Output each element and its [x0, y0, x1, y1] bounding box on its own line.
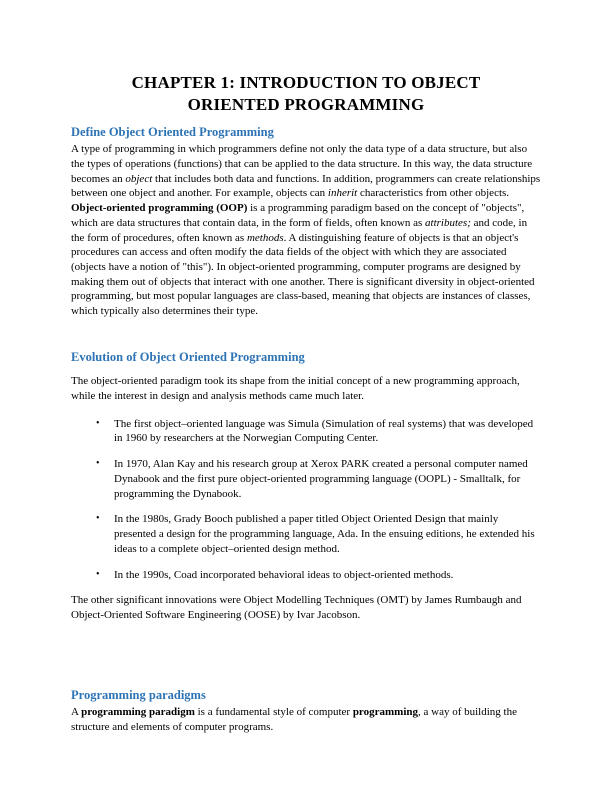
evolution-intro-paragraph: The object-oriented paradigm took its shape from the initial concept of a new programming approach, while the interest in design and analysis methods came much later.	[71, 375, 520, 402]
bullet-icon: •	[96, 513, 100, 525]
evolution-bullet-list	[71, 417, 541, 583]
paradigms-paragraph	[71, 705, 541, 734]
list-item-text: In the 1990s, Coad incorporated behavioral ideas to object-oriented methods.	[114, 568, 454, 581]
text-run-bold: programming	[352, 705, 418, 718]
define-paragraph-2	[71, 201, 541, 319]
list-item	[96, 417, 541, 446]
evolution-outro-paragraph: The other significant innovations were Object Modelling Techniques (OMT) by James Rumbaugh and Object-Oriented Software Engineering (OOSE) by Ivar Jacobson.	[71, 594, 522, 621]
text-run-italic: attributes;	[425, 216, 471, 229]
text-run-italic: object	[125, 172, 153, 185]
text-run: A	[71, 705, 82, 718]
list-item	[96, 568, 541, 583]
section-heading-paradigms: Programming paradigms	[71, 687, 206, 702]
bullet-icon: •	[96, 458, 100, 470]
list-item	[96, 512, 541, 556]
list-item-text: The first object–oriented language was Simula (Simulation of real systems) that was developed in 1960 by researchers at the Norwegian Computing Center.	[114, 417, 534, 445]
text-run-bold: programming paradigm	[81, 705, 195, 718]
text-run-bold: Object-oriented programming (OOP)	[71, 202, 248, 215]
text-run: characteristics from other objects.	[357, 187, 510, 200]
bullet-icon: •	[96, 568, 100, 580]
section-heading-define: Define Object Oriented Programming	[71, 124, 274, 139]
text-run: is a programming paradigm based on the concept of "objects", which are data structures that contain data, in the form of fields, often known as	[71, 202, 525, 229]
text-run: , a way of building the structure and elements of computer programs.	[71, 705, 517, 733]
list-item	[96, 457, 541, 501]
define-paragraph-1	[71, 142, 541, 201]
text-run-italic: inherit	[327, 187, 358, 200]
section-heading-evolution: Evolution of Object Oriented Programming	[71, 349, 305, 364]
bullet-icon: •	[96, 417, 100, 429]
text-run: is a fundamental style of computer	[194, 705, 353, 718]
document-title: CHAPTER 1: INTRODUCTION TO OBJECT ORIENTED PROGRAMMING	[131, 73, 481, 115]
text-run: . A distinguishing feature of objects is that an object's procedures can access and often modify the data fields of the object with which they are associated (objects have a notion of "this"). In object-oriented programming, computer programs are designed by making them out of objects that interact with one another. There is significant diversity in object-oriented programming, but most popular languages are class-based, meaning that objects are instances of classes, which typically also determines their type.	[71, 231, 535, 318]
list-item-text: In 1970, Alan Kay and his research group at Xerox PARK created a personal computer named Dynabook and the first pure object-oriented programming language (OOPL) - Smalltalk, for programming the Dynabook.	[114, 458, 528, 500]
text-run: that includes both data and functions. In addition, programmers can create relationships between one object and another. For example, objects can	[71, 172, 541, 200]
list-item-text: In the 1980s, Grady Booch published a paper titled Object Oriented Design that mainly presented a design for the programming language, Ada. In the ensuing editions, he extended his ideas to a complete object–oriented design method.	[114, 513, 535, 555]
text-run: A type of programming in which programmers define not only the data type of a data structure, but also the types of operations (functions) that can be applied to the data structure. In this way, the data structure becomes an	[71, 143, 533, 185]
text-run: and code, in the form of procedures, often known as	[71, 216, 528, 244]
text-run-italic: methods	[246, 231, 284, 244]
